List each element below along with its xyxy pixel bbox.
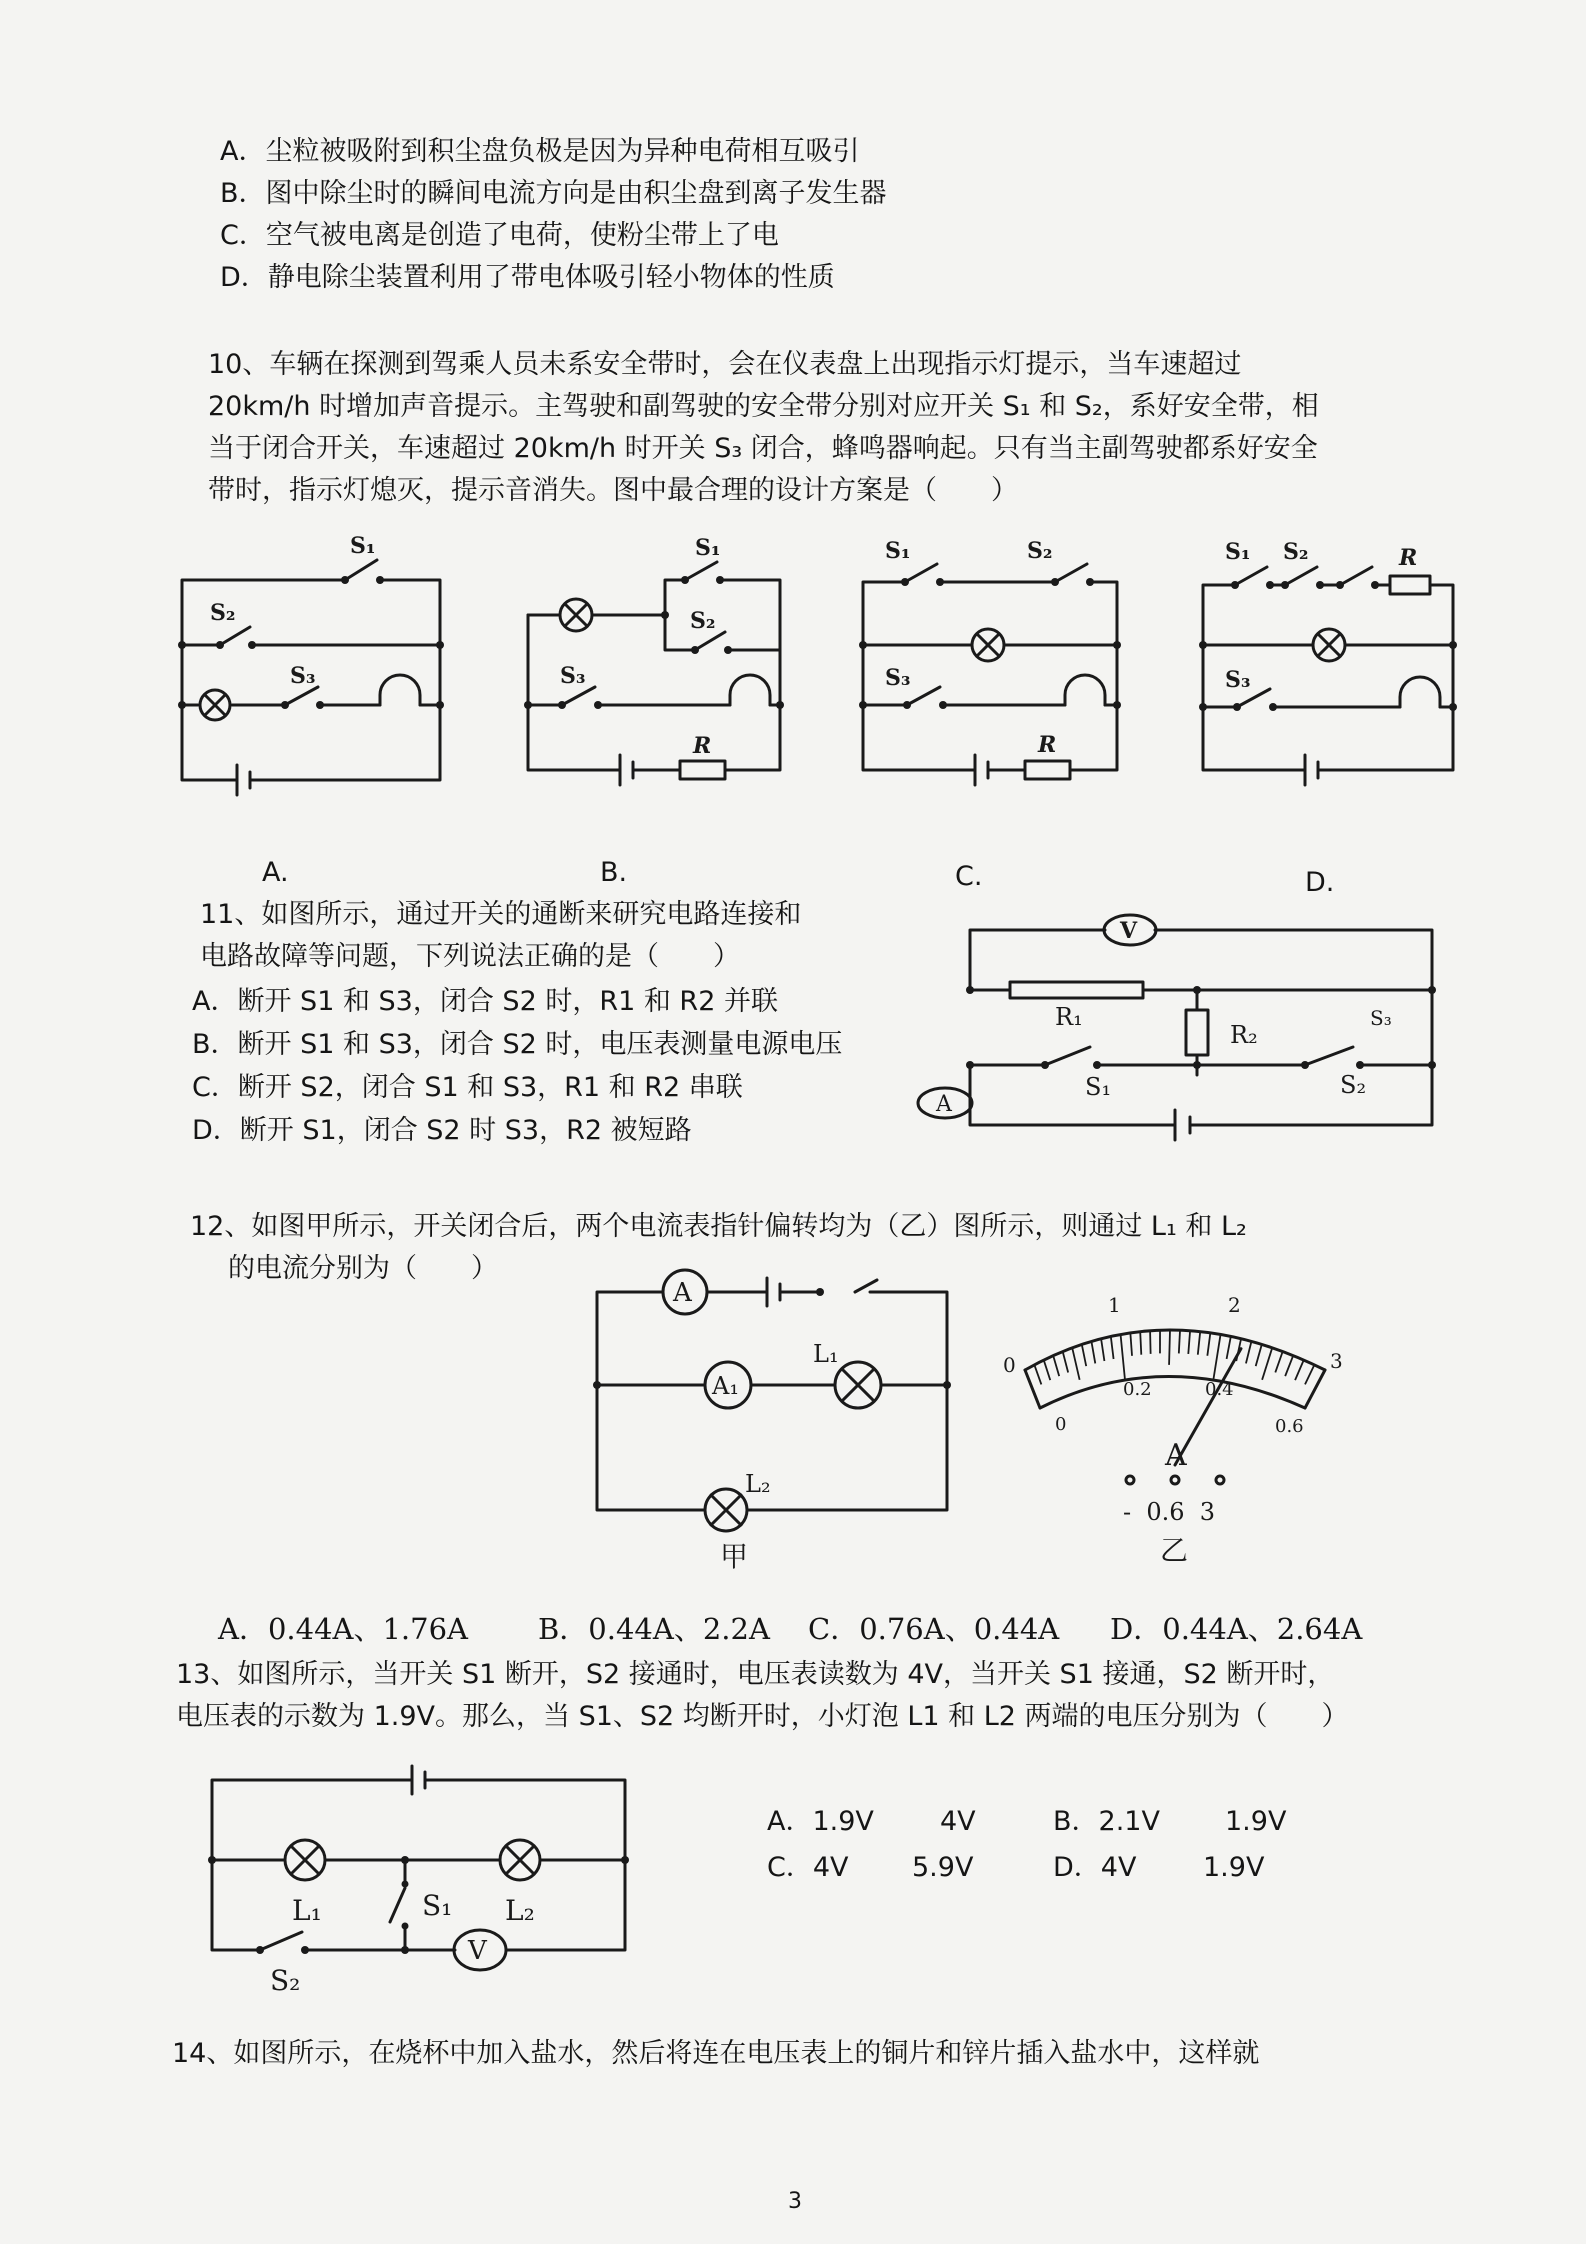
q11-option-b: B．断开 S1 和 S3，闭合 S2 时，电压表测量电源电压 [192, 1029, 843, 1060]
meter-tick [1295, 1360, 1304, 1380]
q12-l2-label: L₂ [745, 1470, 771, 1498]
q13-line-2: 电压表的示数为 1.9V。那么，当 S1、S2 均断开时，小灯泡 L1 和 L2 两端的电压分别为（ ） [176, 1701, 1349, 1732]
q13-v-label: V [468, 1936, 487, 1966]
q13-l2-label: L₂ [505, 1894, 535, 1927]
q13-option-b: B．2.1V [1053, 1806, 1160, 1837]
meter-tick [1246, 1341, 1251, 1363]
meter-inner-tick-1: 0.2 [1123, 1379, 1152, 1400]
meter-tick [1111, 1336, 1114, 1359]
q11-option-c: C．断开 S2，闭合 S1 和 S3，R1 和 R2 串联 [192, 1072, 743, 1103]
q11-option-d: D．断开 S1，闭合 S2 时 S3，R2 被短路 [192, 1115, 692, 1146]
meter-tick [1121, 1334, 1125, 1380]
q13-l1-label: L₁ [292, 1894, 322, 1927]
q9-option-a: A．尘粒被吸附到积尘盘负极是因为异种电荷相互吸引 [220, 136, 860, 167]
q11-voltmeter-label: V [1120, 918, 1138, 944]
meter-tick [1188, 1331, 1190, 1354]
q10c-s2-label: S₂ [1027, 538, 1053, 564]
q13-option-c-2: 5.9V [912, 1852, 974, 1883]
q10-line-3: 当于闭合开关，车速超过 20km/h 时开关 S₃ 闭合，蜂鸣器响起。只有当主副驾驶都系好安全 [208, 433, 1318, 464]
q12-line-1: 12、如图甲所示，开关闭合后，两个电流表指针偏转均为（乙）图所示，则通过 L₁ 和 L₂ [190, 1211, 1247, 1242]
q10-line-2: 20km/h 时增加声音提示。主驾驶和副驾驶的安全带分别对应开关 S₁ 和 S₂，系好安全带，相 [208, 391, 1319, 422]
q10b-s3-label: S₃ [560, 663, 586, 689]
meter-tick [1072, 1348, 1079, 1380]
meter-outer-tick-3: 3 [1330, 1349, 1343, 1373]
meter-inner-tick-3: 0.6 [1275, 1416, 1304, 1437]
meter-tick [1044, 1360, 1050, 1380]
meter-terminals: - 0.6 3 [1123, 1498, 1216, 1526]
q10b-r-label: R [693, 733, 712, 759]
q10-circuit-a [170, 535, 460, 795]
meter-tick [1101, 1339, 1104, 1361]
q11-s1-label: S₁ [1085, 1073, 1112, 1101]
q10a-s1-label: S₁ [350, 533, 376, 559]
meter-tick [1091, 1341, 1095, 1363]
meter-inner-tick-0: 0 [1055, 1414, 1067, 1435]
meter-tick [1198, 1332, 1200, 1355]
meter-tick [1213, 1334, 1220, 1380]
q12-circuit-jia [585, 1270, 960, 1573]
q10-line-1: 10、车辆在探测到驾乘人员未系安全带时，会在仪表盘上出现指示灯提示，当车速超过 [208, 349, 1242, 380]
q10-label-b: B. [600, 857, 628, 888]
q13-s2-label: S₂ [270, 1964, 301, 1997]
q9-option-b: B．图中除尘时的瞬间电流方向是由积尘盘到离子发生器 [220, 178, 887, 209]
q13-option-b-2: 1.9V [1225, 1806, 1287, 1837]
meter-outer-tick-2: 2 [1228, 1293, 1241, 1317]
q12-yi-label: 乙 [1160, 1534, 1189, 1567]
meter-tick [1063, 1352, 1068, 1373]
q10-line-4: 带时，指示灯熄灭，提示音消失。图中最合理的设计方案是（ ） [208, 475, 1018, 506]
q13-circuit [200, 1760, 650, 2000]
meter-tick [1130, 1333, 1132, 1356]
q11-s3-label: S₃ [1370, 1006, 1392, 1030]
q9-option-c: C．空气被电离是创造了电荷，使粉尘带上了电 [220, 220, 779, 251]
meter-unit-label: A [1165, 1438, 1187, 1473]
q11-r1-label: R₁ [1055, 1003, 1083, 1031]
page-number: 3 [788, 2189, 802, 2214]
q10c-r-label: R [1038, 732, 1057, 758]
q14-line-1: 14、如图所示，在烧杯中加入盐水，然后将连在电压表上的铜片和锌片插入盐水中，这样就 [172, 2038, 1260, 2069]
meter-tick [1150, 1331, 1151, 1354]
q13-option-a: A．1.9V [767, 1806, 874, 1837]
q12-option-c: C．0.76A、0.44A [808, 1612, 1060, 1646]
q10d-s2-label: S₂ [1283, 539, 1309, 565]
meter-inner-tick-2: 0.4 [1205, 1379, 1234, 1400]
q11-circuit [915, 905, 1445, 1145]
q9-option-d: D．静电除尘装置利用了带电体吸引轻小物体的性质 [220, 262, 835, 293]
q10-circuit-d [1195, 535, 1465, 785]
meter-tick [1169, 1330, 1170, 1365]
q12-a1-label: A₁ [712, 1372, 739, 1400]
q13-line-1: 13、如图所示，当开关 S1 断开，S2 接通时，电压表读数为 4V，当开关 S1 接通，S2 断开时， [176, 1659, 1335, 1690]
q10-label-c: C. [955, 861, 983, 892]
q12-option-d: D．0.44A、2.64A [1110, 1612, 1363, 1646]
q13-s1-label: S₁ [422, 1889, 453, 1922]
q10c-s3-label: S₃ [885, 665, 911, 691]
meter-tick [1305, 1365, 1314, 1385]
q10a-s2-label: S₂ [210, 600, 236, 626]
q12-meter-yi [995, 1290, 1375, 1590]
meter-scale [1025, 1330, 1325, 1408]
meter-tick [1140, 1332, 1141, 1355]
q10b-s1-label: S₁ [695, 535, 721, 561]
q10-circuit-c [855, 540, 1130, 790]
q12-a-label: A [673, 1278, 692, 1308]
q10-circuit-b [520, 535, 790, 790]
q10a-s3-label: S₃ [290, 663, 316, 689]
q12-jia-label: 甲 [720, 1540, 749, 1573]
q12-l1-label: L₁ [813, 1340, 839, 1368]
q10c-s1-label: S₁ [885, 538, 911, 564]
q12-option-a: A．0.44A、1.76A [218, 1612, 468, 1646]
q13-option-d-2: 1.9V [1203, 1852, 1265, 1883]
q10b-s2-label: S₂ [690, 608, 716, 634]
q10-label-a: A. [262, 857, 289, 888]
q13-option-c: C．4V [767, 1852, 849, 1883]
meter-tick [1305, 1370, 1325, 1408]
meter-tick [1179, 1330, 1180, 1353]
q10d-r-label: R [1399, 545, 1418, 571]
q10d-s3-label: S₃ [1225, 667, 1251, 693]
q13-option-d: D．4V [1053, 1852, 1137, 1883]
meter-tick [1275, 1352, 1282, 1373]
q13-option-a-2: 4V [940, 1806, 976, 1837]
q10d-s1-label: S₁ [1225, 539, 1251, 565]
meter-tick [1082, 1344, 1086, 1366]
q11-s2-label: S₂ [1340, 1071, 1367, 1099]
q11-line-1: 11、如图所示，通过开关的通断来研究电路连接和 [200, 899, 802, 930]
meter-tick [1262, 1348, 1272, 1380]
meter-tick [1256, 1344, 1262, 1366]
meter-outer-tick-0: 0 [1003, 1353, 1016, 1377]
q10-label-d: D. [1305, 867, 1335, 898]
meter-tick [1034, 1365, 1041, 1385]
q11-line-2: 电路故障等问题，下列说法正确的是（ ） [200, 941, 740, 972]
meter-tick [1207, 1333, 1210, 1356]
meter-outer-tick-1: 1 [1108, 1293, 1121, 1317]
q12-line-2: 的电流分别为（ ） [228, 1253, 498, 1284]
meter-tick [1285, 1356, 1293, 1377]
meter-tick [1227, 1336, 1231, 1359]
q11-r2-label: R₂ [1230, 1021, 1258, 1049]
q12-option-b: B．0.44A、2.2A [538, 1612, 770, 1646]
q11-option-a: A．断开 S1 和 S3，闭合 S2 时，R1 和 R2 并联 [192, 986, 778, 1017]
q11-ammeter-label: A [936, 1092, 952, 1117]
meter-tick [1053, 1356, 1059, 1377]
